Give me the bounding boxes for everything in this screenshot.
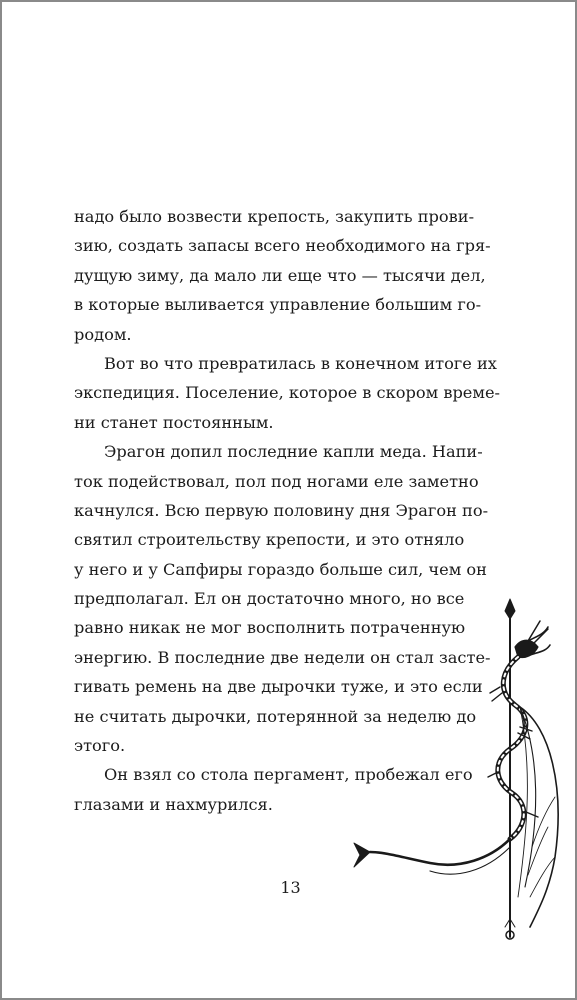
text-line: святил строительству крепости, и это отняло xyxy=(74,530,465,550)
text-line: экспедиция. Поселение, которое в скором време- xyxy=(74,383,501,403)
text-line: глазами и нахмурился. xyxy=(74,794,273,814)
text-line: предполагал. Ел он достаточно много, но все xyxy=(74,589,465,609)
text-line: у него и у Сапфиры гораздо больше сил, чем он xyxy=(74,559,487,579)
text-line: дущую зиму, да мало ли еще что — тысячи дел, xyxy=(74,265,486,285)
text-line: ни станет постоянным. xyxy=(74,412,274,432)
text-line: гивать ремень на две дырочки туже, и это если xyxy=(74,677,483,697)
text-line: не считать дырочки, потерянной за неделю до xyxy=(74,706,477,726)
text-line: равно никак не мог восполнить потраченную xyxy=(74,618,466,638)
text-line: надо было возвести крепость, закупить прови- xyxy=(74,207,475,226)
page-number: 13 xyxy=(280,878,301,897)
text-line: родом. xyxy=(74,324,132,344)
text-line: Он взял со стола пергамент, пробежал его xyxy=(104,765,473,785)
text-line: в которые выливается управление большим го- xyxy=(74,295,482,315)
dragon-illustration xyxy=(350,597,575,952)
text-line: этого. xyxy=(74,736,126,756)
text-line: Эрагон допил последние капли меда. Напи- xyxy=(104,442,483,462)
text-line: качнулся. Всю первую половину дня Эрагон по- xyxy=(74,500,489,520)
text-line: зию, создать запасы всего необходимого на гря- xyxy=(74,236,491,256)
text-line: ток подействовал, пол под ногами еле заметно xyxy=(74,471,479,491)
text-line: энергию. В последние две недели он стал засте- xyxy=(74,647,491,667)
text-line: Вот во что превратилась в конечном итоге их xyxy=(104,353,497,373)
